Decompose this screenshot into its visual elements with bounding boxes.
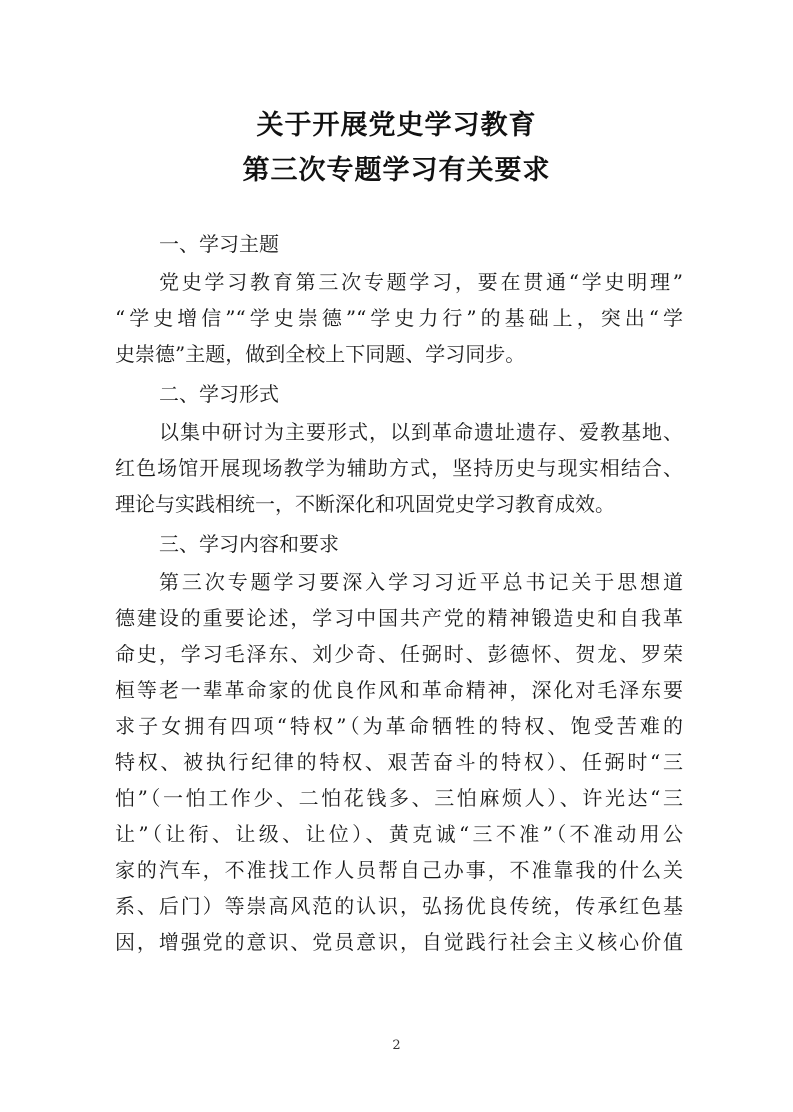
paragraph-line: 怕”（一怕工作少、二怕花钱多、三怕麻烦人）、许光达“三: [115, 786, 683, 810]
document-body: [115, 226, 683, 964]
paragraph-line: 特权、被执行纪律的特权、艰苦奋斗的特权）、任弼时“三: [115, 750, 683, 774]
paragraph-line: 红色场馆开展现场教学为辅助方式，坚持历史与现实相结合、: [115, 456, 683, 480]
paragraph-line: 史崇德”主题，做到全校上下同题、学习同步。: [115, 342, 526, 366]
paragraph-line: 系、后门）等崇高风范的认识，弘扬优良传统，传承红色基: [115, 894, 683, 918]
paragraph-line: 让”（让衔、让级、让位）、黄克诚“三不准”（不准动用公: [115, 822, 683, 846]
paragraph-line: 德建设的重要论述，学习中国共产党的精神锻造史和自我革: [115, 606, 683, 630]
paragraph-line: 党史学习教育第三次专题学习，要在贯通“学史明理”: [159, 270, 683, 294]
paragraph-line: 桓等老一辈革命家的优良作风和革命精神，深化对毛泽东要: [115, 678, 683, 702]
section-heading-format: 二、学习形式: [159, 382, 279, 406]
paragraph-line: “学史增信”“学史崇德”“学史力行”的基础上，突出“学: [115, 306, 683, 330]
paragraph-line: 因，增强党的意识、党员意识，自觉践行社会主义核心价值: [115, 930, 683, 954]
paragraph-line: 求子女拥有四项“特权”（为革命牺牲的特权、饱受苦难的: [115, 714, 683, 738]
section-heading-content: 三、学习内容和要求: [159, 532, 339, 556]
paragraph-line: 第三次专题学习要深入学习习近平总书记关于思想道: [159, 570, 683, 594]
page-number: 2: [392, 1038, 401, 1053]
paragraph-line: 家的汽车，不准找工作人员帮自己办事，不准靠我的什么关: [115, 858, 683, 882]
paragraph-line: 以集中研讨为主要形式，以到革命遗址遗存、爱教基地、: [159, 420, 683, 444]
document-title-line-2: 第三次专题学习有关要求: [242, 155, 551, 186]
section-paragraph-theme: [115, 264, 683, 372]
paragraph-line: 命史，学习毛泽东、刘少奇、任弼时、彭德怀、贺龙、罗荣: [115, 642, 683, 666]
document-title-line-1: 关于开展党史学习教育: [256, 110, 537, 141]
section-heading-theme: 一、学习主题: [159, 232, 279, 256]
section-paragraph-content: [115, 564, 683, 960]
paragraph-line: 理论与实践相统一，不断深化和巩固党史学习教育成效。: [115, 492, 615, 516]
section-paragraph-format: [115, 414, 683, 522]
